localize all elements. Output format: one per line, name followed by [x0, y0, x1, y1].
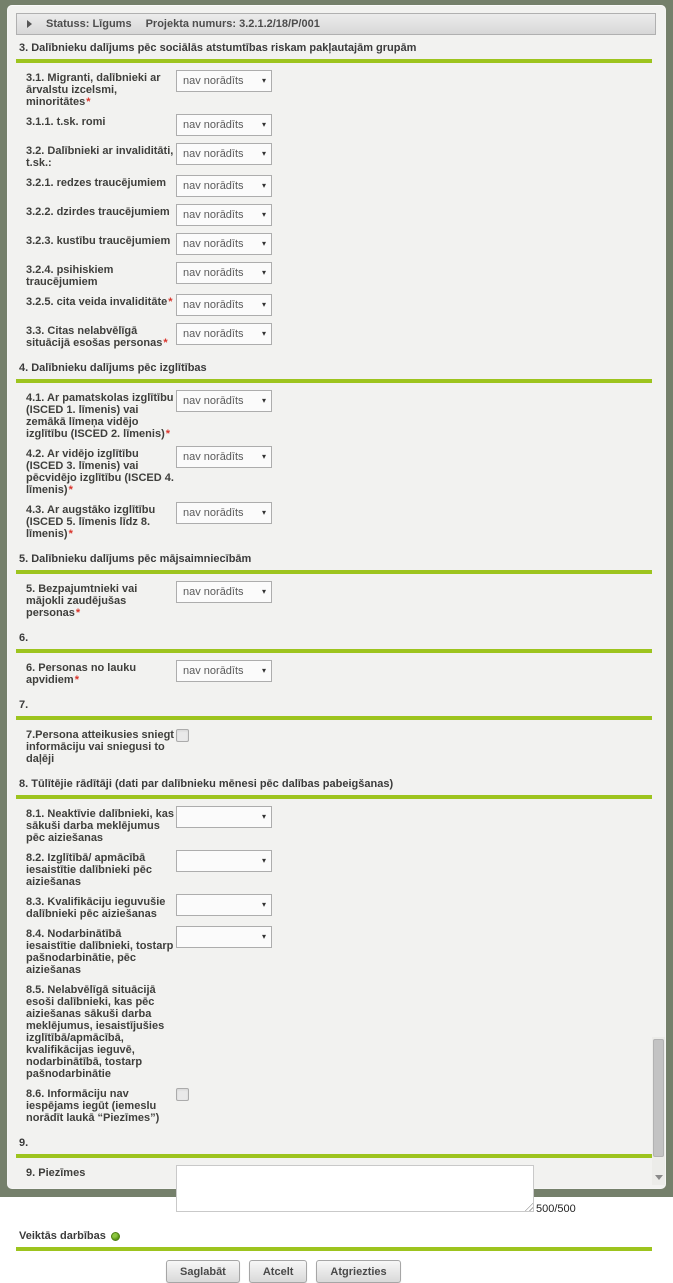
field-control — [176, 1086, 189, 1106]
field-control — [176, 204, 272, 226]
form-row-3-2-4 — [26, 262, 656, 288]
section-title — [16, 1223, 656, 1247]
select-value: nav norādīts — [183, 209, 244, 221]
field-control — [176, 323, 272, 345]
form-row-3-2-1 — [26, 175, 656, 198]
chevron-down-icon: ▾ — [261, 812, 266, 821]
required-asterisk: * — [86, 96, 91, 108]
select-value: nav norādīts — [183, 119, 244, 131]
select-value: nav norādīts — [183, 148, 244, 160]
chevron-down-icon: ▾ — [261, 120, 266, 129]
field-control — [176, 233, 272, 255]
section-divider — [16, 379, 652, 383]
select-value: nav norādīts — [183, 75, 244, 87]
field-control — [176, 175, 272, 197]
required-asterisk: * — [163, 337, 168, 349]
status-text: Statuss: Līgums — [46, 18, 132, 30]
field-control — [176, 262, 272, 284]
section-title-text: 7. — [19, 699, 29, 711]
scrollbar[interactable] — [652, 1037, 665, 1185]
field-control — [176, 894, 272, 916]
chevron-down-icon: ▾ — [261, 268, 266, 277]
form-row-8-5 — [26, 982, 656, 1080]
select-value: nav norādīts — [183, 395, 244, 407]
required-asterisk: * — [68, 484, 73, 496]
section-title — [16, 771, 656, 795]
chevron-down-icon: ▾ — [261, 900, 266, 909]
chevron-down-icon: ▾ — [261, 396, 266, 405]
form-body — [16, 35, 656, 1251]
select-8-3[interactable] — [176, 894, 272, 916]
field-label: 8.6. Informāciju nav iespējams iegūt (iemeslu norādīt laukā “Piezīmes”) — [26, 1088, 160, 1124]
form-row-6 — [26, 660, 656, 686]
field-label: 3.2. Dalībnieki ar invaliditāti, t.sk.: — [26, 145, 174, 169]
char-counter: 500/500 — [536, 1203, 576, 1215]
select-6[interactable] — [176, 660, 272, 682]
footer-actions — [166, 1260, 656, 1283]
form-row-5 — [26, 581, 656, 619]
form-row-4-1 — [26, 390, 656, 440]
back-button[interactable]: Atgriezties — [316, 1260, 400, 1283]
select-3-2-3[interactable] — [176, 233, 272, 255]
field-control — [176, 850, 272, 872]
checkbox-8-6[interactable] — [176, 1088, 189, 1101]
field-control — [176, 114, 272, 136]
section-title — [16, 625, 656, 649]
form-row-9 — [26, 1165, 656, 1217]
section-title — [16, 1130, 656, 1154]
field-label: 8.4. Nodarbinātībā iesaistītie dalībnieki, tostarp pašnodarbinātie, pēc aiziešanas — [26, 928, 174, 976]
form-row-3-3 — [26, 323, 656, 349]
select-3-2-1[interactable] — [176, 175, 272, 197]
select-value: nav norādīts — [183, 665, 244, 677]
section-title-text: 3. Dalībnieku dalījums pēc sociālās atstumtības riskam pakļautajām grupām — [19, 42, 417, 54]
section-title-text: 9. — [19, 1137, 29, 1149]
field-control — [176, 70, 272, 92]
select-8-1[interactable] — [176, 806, 272, 828]
section-title — [16, 692, 656, 716]
form-row-7 — [26, 727, 656, 765]
project-number-text: Projekta numurs: 3.2.1.2/18/P/001 — [145, 18, 320, 30]
scroll-down-button[interactable] — [652, 1172, 665, 1182]
section-divider — [16, 1154, 652, 1158]
field-label: 8.1. Neaktīvie dalībnieki, kas sākuši darba meklējumus pēc aiziešanas — [26, 808, 174, 844]
form-row-8-3 — [26, 894, 656, 920]
select-4-3[interactable] — [176, 502, 272, 524]
select-3-1[interactable] — [176, 70, 272, 92]
field-control — [176, 581, 272, 603]
select-value: nav norādīts — [183, 180, 244, 192]
select-value: nav norādīts — [183, 267, 244, 279]
select-3-2-2[interactable] — [176, 204, 272, 226]
form-row-8-6 — [26, 1086, 656, 1124]
form-row-3-2 — [26, 143, 656, 169]
form-row-4-3 — [26, 502, 656, 540]
select-4-1[interactable] — [176, 390, 272, 412]
field-control — [176, 446, 272, 468]
chevron-down-icon: ▾ — [261, 239, 266, 248]
scrollbar-thumb[interactable] — [653, 1039, 664, 1157]
checkbox-7[interactable] — [176, 729, 189, 742]
section-divider — [16, 795, 652, 799]
field-label: 4.1. Ar pamatskolas izglītību (ISCED 1. līmenis) vai zemākā līmeņa vidējo izglītību (ISCED 2. līmenis)* — [26, 392, 174, 440]
field-label: 3.3. Citas nelabvēlīgā situācijā esošas personas* — [26, 325, 168, 349]
chevron-down-icon: ▾ — [261, 300, 266, 309]
field-label: 4.3. Ar augstāko izglītību (ISCED 5. līmenis līdz 8. līmenis)* — [26, 504, 156, 540]
chevron-down-icon: ▾ — [261, 452, 266, 461]
select-value: nav norādīts — [183, 238, 244, 250]
notes-textarea[interactable] — [176, 1165, 534, 1212]
status-bar — [16, 13, 656, 35]
chevron-down-icon: ▾ — [261, 76, 266, 85]
form-row-3-1-1 — [26, 114, 656, 137]
field-label: 3.2.5. cita veida invaliditāte* — [26, 296, 173, 308]
required-asterisk: * — [75, 607, 81, 619]
select-3-3[interactable] — [176, 323, 272, 345]
form-row-8-4 — [26, 926, 656, 976]
field-label: 3.2.1. redzes traucējumiem — [26, 177, 167, 189]
field-label: 5. Bezpajumtnieki vai mājokli zaudējušas personas* — [26, 583, 138, 619]
chevron-down-icon: ▾ — [261, 210, 266, 219]
section-title — [16, 35, 656, 59]
section-title-text: 5. Dalībnieku dalījums pēc mājsaimniecībām — [19, 553, 252, 565]
expand-arrow-icon[interactable] — [27, 20, 32, 28]
select-value: nav norādīts — [183, 328, 244, 340]
select-3-1-1[interactable] — [176, 114, 272, 136]
chevron-down-icon: ▾ — [261, 856, 266, 865]
field-label: 7.Persona atteikusies sniegt informāciju vai sniegusi to daļēji — [26, 729, 174, 765]
field-control — [176, 806, 272, 828]
form-row-3-2-5 — [26, 294, 656, 317]
chevron-down-icon: ▾ — [261, 932, 266, 941]
field-label: 4.2. Ar vidējo izglītību (ISCED 3. līmenis) vai pēcvidējo izglītību (ISCED 4. līmenis)* — [26, 448, 174, 496]
section-divider — [16, 649, 652, 653]
save-button[interactable]: Saglabāt — [166, 1260, 240, 1283]
field-label: 8.5. Nelabvēlīgā situācijā esoši dalībnieki, kas pēc aiziešanas sākuši darba meklējumus, iesaistījušies izglītībā/apmācībā, kvalifikācijas ieguvē, nodarbinātībā, tostarp pašnodarbinātie — [26, 984, 165, 1080]
section-title-text: 4. Dalībnieku dalījums pēc izglītības — [19, 362, 207, 374]
section-divider — [16, 1247, 652, 1251]
chevron-down-icon: ▾ — [261, 181, 266, 190]
select-8-2[interactable] — [176, 850, 272, 872]
required-asterisk: * — [68, 528, 73, 540]
chevron-down-icon: ▾ — [261, 149, 266, 158]
section-title — [16, 546, 656, 570]
form-row-3-2-2 — [26, 204, 656, 227]
section-divider — [16, 570, 652, 574]
section-divider — [16, 716, 652, 720]
form-row-3-1 — [26, 70, 656, 108]
section-title-text: 6. — [19, 632, 29, 644]
chevron-down-icon: ▾ — [261, 508, 266, 517]
field-control — [176, 727, 189, 747]
chevron-down-icon: ▾ — [261, 666, 266, 675]
section-title-text: 8. Tūlītējie rādītāji (dati par dalībnieku mēnesi pēc dalības pabeigšanas) — [19, 778, 394, 790]
form-row-4-2 — [26, 446, 656, 496]
select-value: nav norādīts — [183, 299, 244, 311]
select-value: nav norādīts — [183, 451, 244, 463]
form-row-8-2 — [26, 850, 656, 888]
cancel-button[interactable]: Atcelt — [249, 1260, 308, 1283]
field-label: 3.1. Migranti, dalībnieki ar ārvalstu izcelsmi, minoritātes* — [26, 72, 161, 108]
field-control — [176, 143, 272, 165]
field-control — [176, 926, 272, 948]
notes-field-wrap — [176, 1165, 576, 1215]
field-label: 3.2.4. psihiskiem traucējumiem — [26, 264, 114, 288]
field-control — [176, 660, 272, 682]
field-label: 8.3. Kvalifikāciju ieguvušie dalībnieki pēc aiziešanas — [26, 896, 166, 920]
field-label: 8.2. Izglītībā/ apmācībā iesaistītie dalībnieki pēc aiziešanas — [26, 852, 152, 888]
form-row-8-1 — [26, 806, 656, 844]
select-value: nav norādīts — [183, 586, 244, 598]
field-label: 3.1.1. t.sk. romi — [26, 116, 106, 128]
expand-icon[interactable] — [111, 1232, 120, 1241]
field-control — [176, 1165, 576, 1217]
required-asterisk: * — [168, 296, 173, 308]
field-label: 6. Personas no lauku apvidiem* — [26, 662, 137, 686]
select-3-2-5[interactable] — [176, 294, 272, 316]
form-row-3-2-3 — [26, 233, 656, 256]
required-asterisk: * — [165, 428, 171, 440]
field-label: 3.2.3. kustību traucējumiem — [26, 235, 171, 247]
select-4-2[interactable] — [176, 446, 272, 468]
chevron-down-icon — [655, 1175, 663, 1180]
field-label: 9. Piezīmes — [26, 1167, 86, 1179]
chevron-down-icon: ▾ — [261, 587, 266, 596]
field-control — [176, 390, 272, 412]
select-8-4[interactable] — [176, 926, 272, 948]
field-label: 3.2.2. dzirdes traucējumiem — [26, 206, 170, 218]
section-divider — [16, 59, 652, 63]
select-3-2-4[interactable] — [176, 262, 272, 284]
select-5[interactable] — [176, 581, 272, 603]
select-value: nav norādīts — [183, 507, 244, 519]
required-asterisk: * — [74, 674, 79, 686]
chevron-down-icon: ▾ — [261, 329, 266, 338]
field-control — [176, 502, 272, 524]
section-title-text: Veiktās darbības — [19, 1230, 106, 1242]
field-control — [176, 294, 272, 316]
select-3-2[interactable] — [176, 143, 272, 165]
form-panel — [7, 5, 666, 1278]
section-title — [16, 355, 656, 379]
